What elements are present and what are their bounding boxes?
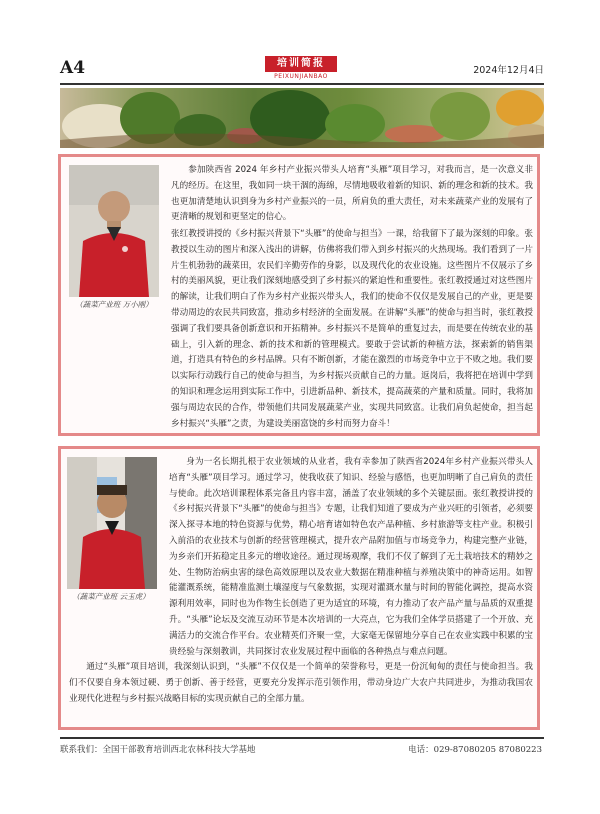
vegetable-banner-image bbox=[60, 88, 544, 148]
paragraph: 身为一名长期扎根于农业领域的从业者，我有幸参加了陕西省2024年乡村产业振兴带头人培育“头雁”项目学习。通过学习，使我收获了知识、经验与感悟，也更加明晰了自己肩负的责任与使命。此次培训课程体系完备且内容丰富，涵盖了农业领域的多个关键层面。张红教授讲授的《乡村振兴背景下“头雁”的使命与担当》专题，让我们知道了要成为产业兴旺的引领者，必须要深入探寻本地的特色资源与优势，精心培育诸如特色农产品种植、乡村旅游等支柱产业。积极引入前沿的农业技术与创新的经营管理模式，提升农产品附加值与市场竞争力，构建完整产业链，为乡亲们开拓稳定且多元的增收途径。通过现场观摩，我们不仅了解到了无土栽培技术的精妙之处、生物防治病虫害的绿色高效原理以及农业大数据在精准种植与养殖决策中的神奇运用。如智能灌溉系统，能精准监测土壤湿度与气象数据，实现对灌溉水量与时间的智能化调控，提高水资源利用效率，同时也为作物生长创造了更为适宜的环境，有力推动了农产品产量与品质的双重提升。“头雁”论坛及交流互动环节是本次培训的一大亮点，它为我们全体学员搭建了一个开放、充满活力的交流合作平台。农业精英们齐聚一堂，大家毫无保留地分享自己在农业实践中积累的宝贵经验与深刻教训，共同探讨农业发展过程中面临的各种热点与难点问题。 bbox=[169, 457, 533, 657]
header-rule bbox=[60, 83, 544, 85]
article-text-2 bbox=[69, 455, 533, 708]
article-card-2 bbox=[58, 446, 540, 730]
footer-phone: 电话：029-87080205 87080223 bbox=[408, 745, 542, 755]
footer-contact: 联系我们：全国干部教育培训西北农林科技大学基地 bbox=[60, 745, 256, 755]
page-number: A4 bbox=[60, 58, 86, 78]
article-text-1 bbox=[171, 163, 533, 226]
photo-caption: （蔬菜产业班 云玉虎） bbox=[72, 592, 150, 601]
footer-rule bbox=[60, 737, 544, 739]
paragraph: 通过“头雁”项目培训，我深刻认识到，“头雁”不仅仅是一个简单的荣誉称号，更是一份沉甸甸的责任与使命担当。我们不仅要自身本领过硬、勇于创新、善于经营，更要充分发挥示范引领作用，带动身边广大农户共同进步，为推动我国农业现代化进程与乡村振兴战略目标的实现贡献自己的全部力量。 bbox=[69, 662, 533, 704]
article-card-1 bbox=[58, 154, 540, 436]
page-header bbox=[60, 56, 544, 84]
paragraph: 张红教授讲授的《乡村振兴背景下“头雁”的使命与担当》一课，给我留下了最为深刻的印象。张教授以生动的图片和深入浅出的讲解，仿佛将我们带入到乡村振兴的火热现场。我们看到了一片片生机勃勃的蔬菜田，农民们辛勤劳作的身影，以及现代化的农业设施。这些图片不仅展示了乡村的美丽风貌，更让我们深刻地感受到了乡村振兴的紧迫性和重要性。张红教授通过对这些图片的解读，让我们明白了作为乡村产业振兴带头人，我们的使命不仅仅是发展自己的产业，更是要带动周边的农民共同致富，推动乡村经济的全面发展。在讲解“头雁”的使命与担当时，张红教授强调了我们要具备创新意识和开拓精神。乡村振兴不是简单的重复过去，而是要在传统农业的基础上，引入新的理念、新的技术和新的管理模式。要敢于尝试新的种植方法，探索新的销售渠道，打造具有特色的乡村品牌。只有不断创新，才能在激烈的市场竞争中立于不败之地。我们要以实际行动践行自己的使命与担当，为乡村振兴贡献自己的力量。返岗后，我将把在培训中学到的知识和理念运用到实际工作中，引进新品种、新技术，提高蔬菜的产量和质量。同时，我将加强与周边农民的合作，带领他们共同发展蔬菜产业，实现共同致富。让我们肩负起使命，担当起乡村振兴“头雁”之责，为建设美丽富饶的乡村而努力奋斗！ bbox=[171, 229, 533, 429]
masthead-subtitle: PEIXUNJIANBAO bbox=[274, 73, 328, 80]
paragraph: 参加陕西省 2024 年乡村产业振兴带头人培育“头雁”项目学习，对我而言，是一次意义非凡的经历。在这里，我如同一块干涸的海绵，尽情地吸收着新的知识、新的理念和新的技术。我也更加清楚地认识到身为乡村产业振兴的一员，所肩负的重大责任，对未来蔬菜产业的发展有了更清晰的规划和更坚定的信心。 bbox=[171, 165, 533, 223]
issue-date: 2024年12月4日 bbox=[473, 65, 544, 76]
article-text-1b bbox=[69, 227, 533, 432]
photo-caption: （蔬菜产业班 万小刚） bbox=[75, 300, 153, 309]
masthead-title: 培训简报 bbox=[265, 56, 337, 72]
